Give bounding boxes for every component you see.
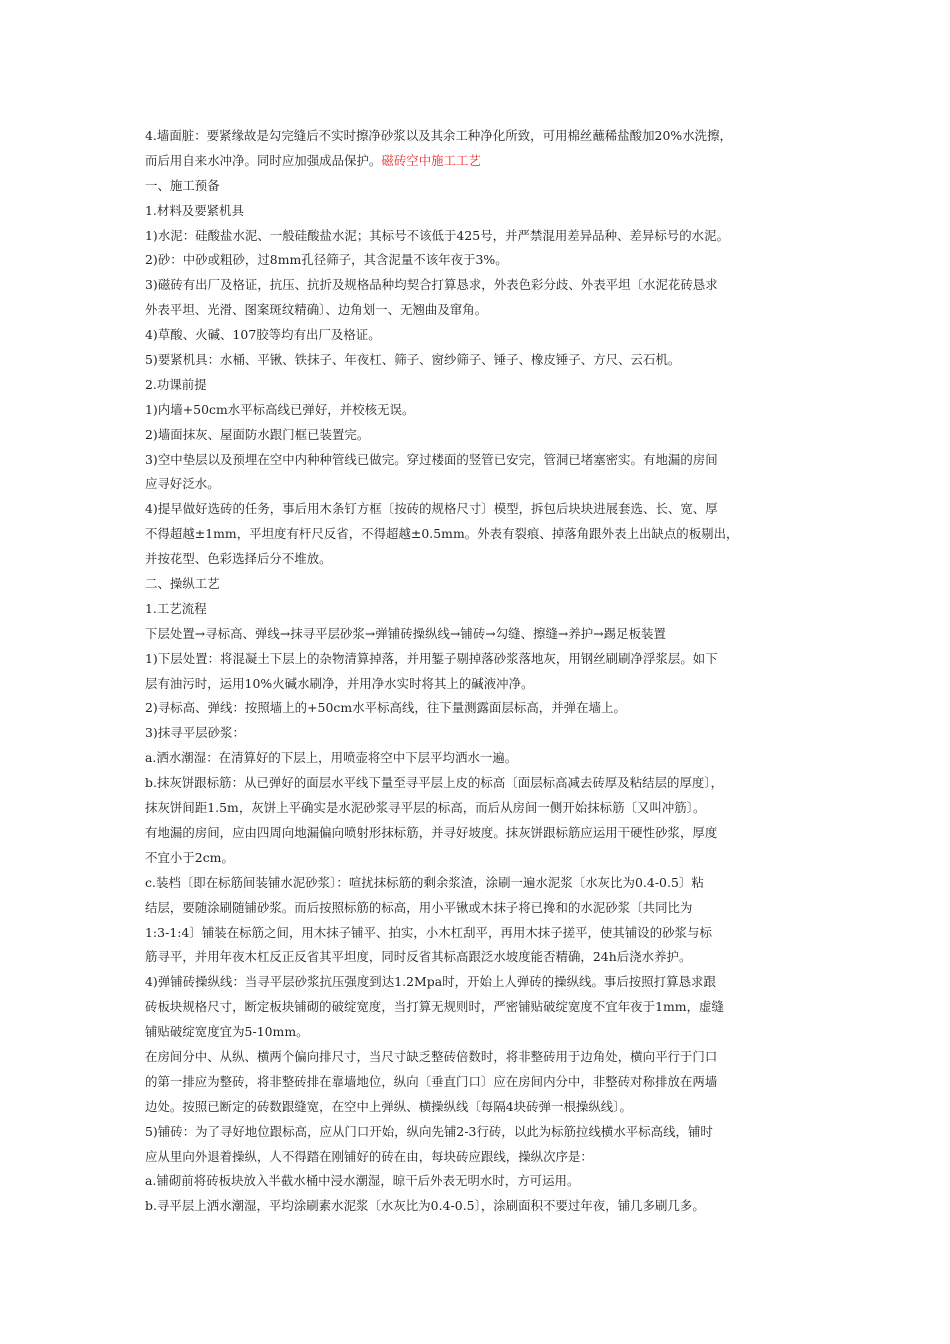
text-line-2-body: 而后用自来水冲净。同时应加强成品保护。 bbox=[145, 152, 382, 168]
text-line bbox=[145, 1219, 809, 1244]
text-line: 不得超越±1mm，平坦度有杆尺反省，不得超越±0.5mm。外表有裂痕、掉落角跟外表上出缺点的板剔出， bbox=[145, 526, 739, 542]
text-line: 不宜小于2cm。 bbox=[145, 849, 234, 865]
text-line: 4)草酸、火碱、107胶等均有出厂及格证。 bbox=[145, 327, 381, 343]
document-body bbox=[145, 124, 809, 1244]
text-line: b.寻平层上洒水潮湿，平均涂刷素水泥浆〔水灰比为0.4-0.5〕，涂刷面积不要过年夜，铺几多刷几多。 bbox=[145, 1198, 705, 1214]
text-line: 边处。按照已断定的砖数跟缝宽，在空中上弹纵、横操纵线〔每隔4块砖弹一根操纵线〕。 bbox=[145, 1098, 632, 1114]
subsection-heading: 1.材料及要紧机具 bbox=[145, 202, 245, 218]
process-flow-line: 下层处置→寻标高、弹线→抹寻平层砂浆→弹铺砖操纵线→铺砖→勾缝、擦缝→养护→踢足板装置 bbox=[145, 625, 666, 641]
text-line: 抹灰饼间距1.5m，灰饼上平确实是水泥砂浆寻平层的标高，而后从房间一侧开始抹标筋〔又叫冲筋〕。 bbox=[145, 800, 706, 816]
text-line: 层有油污时，运用10%火碱水刷净，并用净水实时将其上的碱液冲净。 bbox=[145, 675, 534, 691]
text-line: 的第一排应为整砖，将非整砖排在靠墙地位，纵向〔垂直门口〕应在房间内分中，非整砖对称排放在两墙 bbox=[145, 1073, 718, 1089]
text-line: 3)抹寻平层砂浆： bbox=[145, 725, 245, 741]
text-line: 2)砂：中砂或粗砂，过8mm孔径筛子，其含泥量不该年夜于3%。 bbox=[145, 252, 508, 268]
text-line: 应寻好泛水。 bbox=[145, 476, 220, 492]
section-heading: 一、施工预备 bbox=[145, 177, 220, 193]
text-line: 应从里向外退着操纵，人不得踏在刚铺好的砖在由，每块砖应跟线，操纵次序是： bbox=[145, 1148, 593, 1164]
text-line: 在房间分中、从纵、横两个偏向排尺寸，当尺寸缺乏整砖倍数时，将非整砖用于边角处，横向平行于门口 bbox=[145, 1048, 718, 1064]
text-line: a.洒水潮湿：在清算好的下层上，用喷壶将空中下层平均洒水一遍。 bbox=[145, 750, 518, 766]
text-line: 1:3-1:4〕铺装在标筋之间，用木抹子铺平、拍实，小木杠刮平，再用木抹子搓平，使其铺设的砂浆与标 bbox=[145, 924, 712, 940]
text-line: 有地漏的房间，应由四周向地漏偏向喷射形抹标筋，并寻好坡度。抹灰饼跟标筋应运用干硬性砂浆，厚度 bbox=[145, 824, 718, 840]
text-line: 4)弹铺砖操纵线：当寻平层砂浆抗压强度到达1.2Mpa时，开始上人弹砖的操纵线。事后按照打算恳求跟 bbox=[145, 974, 716, 990]
text-line-2 bbox=[145, 149, 809, 174]
text-line: 2)寻标高、弹线：按照墙上的+50cm水平标高线，往下量测露面层标高，并弹在墙上。 bbox=[145, 700, 626, 716]
text-line: 2)墙面抹灰、屋面防水跟门框已装置完。 bbox=[145, 426, 370, 442]
text-line: 砖板块规格尺寸，断定板块铺砌的破绽宽度，当打算无规则时，严密铺贴破绽宽度不宜年夜于1mm，虚缝 bbox=[145, 999, 724, 1015]
text-line: 筋寻平，并用年夜木杠反正反省其平坦度，同时反省其标高跟泛水坡度能否精确，24h后浇水养护。 bbox=[145, 949, 692, 965]
subsection-heading: 1.工艺流程 bbox=[145, 600, 207, 616]
text-line: 3)磁砖有出厂及格证，抗压、抗折及规格品种均契合打算恳求，外表色彩分歧、外表平坦〔水泥花砖恳求 bbox=[145, 277, 718, 293]
text-line: 1)内墙+50cm水平标高线已弹好，并校核无误。 bbox=[145, 401, 415, 417]
text-line: 5)铺砖：为了寻好地位跟标高，应从门口开始，纵向先铺2-3行砖，以此为标筋拉线横水平标高线，铺时 bbox=[145, 1123, 713, 1139]
text-line: 5)要紧机具：水桶、平锹、铁抹子、年夜杠、筛子、窗纱筛子、锤子、橡皮锤子、方尺、云石机。 bbox=[145, 352, 681, 368]
text-line: c.装档〔即在标筋间装铺水泥砂浆〕：喧扰抹标筋的剩余浆渣，涂刷一遍水泥浆〔水灰比为0.4-0.5〕粘 bbox=[145, 874, 704, 890]
text-line: 1)水泥：硅酸盐水泥、一般硅酸盐水泥；其标号不该低于425号，并严禁混用差异品种、差异标号的水泥。 bbox=[145, 227, 730, 243]
text-line-1: 4.墙面脏：要紧缘故是勾完缝后不实时擦净砂浆以及其余工种净化所致，可用棉丝蘸稀盐酸加20%水洗擦， bbox=[145, 128, 732, 143]
subsection-heading: 2.功课前提 bbox=[145, 376, 207, 392]
text-line: 铺贴破绽宽度宜为5-10mm。 bbox=[145, 1024, 309, 1040]
section-heading-red: 磁砖空中施工工艺 bbox=[381, 152, 481, 168]
section-heading: 二、操纵工艺 bbox=[145, 576, 220, 592]
text-line: 3)空中垫层以及预埋在空中内种种管线已做完。穿过楼面的竖管已安完，管洞已堵塞密实。有地漏的房间 bbox=[145, 451, 718, 467]
text-line: 结层，要随涂刷随铺砂浆。而后按照标筋的标高，用小平锹或木抹子将已搀和的水泥砂浆〔共同比为 bbox=[145, 899, 693, 915]
text-line: 4)提早做好选砖的任务，事后用木条钉方框〔按砖的规格尺寸〕模型，拆包后块块进展套选、长、宽、厚 bbox=[145, 501, 718, 517]
text-line: a.铺砌前将砖板块放入半截水桶中浸水潮湿，晾干后外表无明水时，方可运用。 bbox=[145, 1173, 580, 1189]
text-line: 并按花型、色彩选择后分不堆放。 bbox=[145, 551, 332, 567]
text-line: 1)下层处置：将混凝土下层上的杂物清算掉落，并用錾子剔掉落砂浆落地灰，用钢丝刷刷净浮浆层。如下 bbox=[145, 650, 718, 666]
text-line: b.抹灰饼跟标筋：从已弹好的面层水平线下量至寻平层上皮的标高〔面层标高减去砖厚及粘结层的厚度〕， bbox=[145, 775, 724, 791]
text-line: 外表平坦、光滑、图案斑纹精确〕、边角划一、无翘曲及窜角。 bbox=[145, 302, 488, 318]
